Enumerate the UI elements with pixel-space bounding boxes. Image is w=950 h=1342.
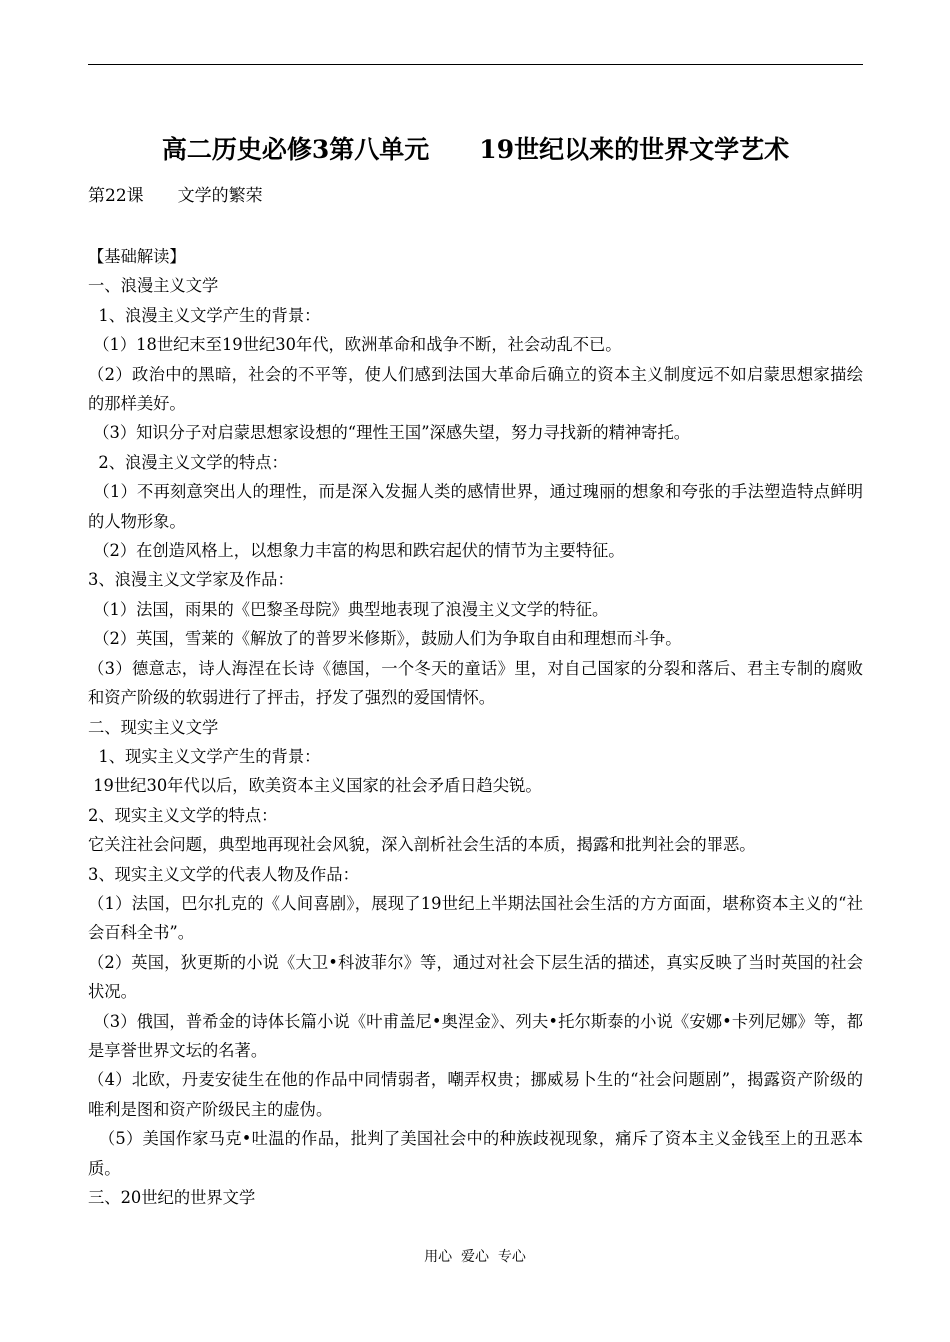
subsection-heading: 3、现实主义文学的代表人物及作品： (88, 864, 359, 884)
paragraph: （2）英国，雪莱的《解放了的普罗米修斯》，鼓励人们为争取自由和理想而斗争。 (88, 629, 682, 649)
subsection-heading: 2、浪漫主义文学的特点： (88, 452, 288, 472)
paragraph: （3）俄国，普希金的诗体长篇小说《叶甫盖尼•奥涅金》、列夫•托尔斯泰的小说《安娜•卡列尼娜》等，都是享誉世界文坛的名著。 (88, 1011, 863, 1060)
paragraph: （5）美国作家马克•吐温的作品，批判了美国社会中的种族歧视现象，痛斥了资本主义金钱至上的丑恶本质。 (88, 1129, 863, 1178)
section-heading: 三、20世纪的世界文学 (88, 1188, 256, 1207)
section-heading: 一、浪漫主义文学 (88, 276, 219, 296)
paragraph: （3）知识分子对启蒙思想家设想的“理性王国”深感失望，努力寻找新的精神寄托。 (88, 423, 691, 443)
paragraph: （4）北欧，丹麦安徒生在他的作品中同情弱者，嘲弄权贵；挪威易卜生的“社会问题剧”，揭露资产阶级的唯利是图和资产阶级民主的虚伪。 (88, 1070, 863, 1119)
subsection-heading: 2、现实主义文学的特点： (88, 805, 278, 825)
paragraph: （1）不再刻意突出人的理性，而是深入发掘人类的感情世界，通过瑰丽的想象和夸张的手法塑造特点鲜明的人物形象。 (88, 482, 863, 531)
paragraph: （2）英国，狄更斯的小说《大卫•科波菲尔》等，通过对社会下层生活的描述，真实反映了当时英国的社会状况。 (88, 952, 863, 1002)
paragraph: 19世纪30年代以后，欧美资本主义国家的社会矛盾日趋尖锐。 (88, 776, 542, 796)
section-heading: 二、现实主义文学 (88, 717, 219, 737)
document-body (88, 242, 863, 1212)
paragraph: （1）法国，巴尔扎克的《人间喜剧》，展现了19世纪上半期法国社会生活的方方面面，堪称资本主义的“社会百科全书”。 (88, 893, 863, 943)
subsection-heading: 1、现实主义文学产生的背景： (88, 746, 321, 766)
paragraph: （2）政治中的黑暗，社会的不平等，使人们感到法国大革命后确立的资本主义制度远不如启蒙思想家描绘的那样美好。 (88, 364, 863, 414)
subsection-heading: 3、浪漫主义文学家及作品： (88, 570, 294, 590)
section-label: 【基础解读】 (88, 247, 186, 266)
paragraph: （1）法国，雨果的《巴黎圣母院》典型地表现了浪漫主义文学的特征。 (88, 599, 609, 619)
paragraph: 它关注社会问题，典型地再现社会风貌，深入剖析社会生活的本质，揭露和批判社会的罪恶。 (88, 835, 756, 855)
paragraph: （2）在创造风格上，以想象力丰富的构思和跌宕起伏的情节为主要特征。 (88, 541, 625, 561)
paragraph: （3）德意志，诗人海涅在长诗《德国，一个冬天的童话》里，对自己国家的分裂和落后、君主专制的腐败和资产阶级的软弱进行了抨击，抒发了强烈的爱国情怀。 (88, 658, 863, 708)
header-rule (88, 64, 863, 65)
lesson-heading: 第22课 文学的繁荣 (88, 186, 263, 206)
paragraph: （1）18世纪末至19世纪30年代，欧洲革命和战争不断，社会动乱不已。 (88, 335, 622, 355)
document-title: 高二历史必修3第八单元 19世纪以来的世界文学艺术 (161, 135, 790, 164)
page-footer: 用心 爱心 专心 (424, 1249, 526, 1265)
subsection-heading: 1、浪漫主义文学产生的背景： (88, 305, 321, 325)
